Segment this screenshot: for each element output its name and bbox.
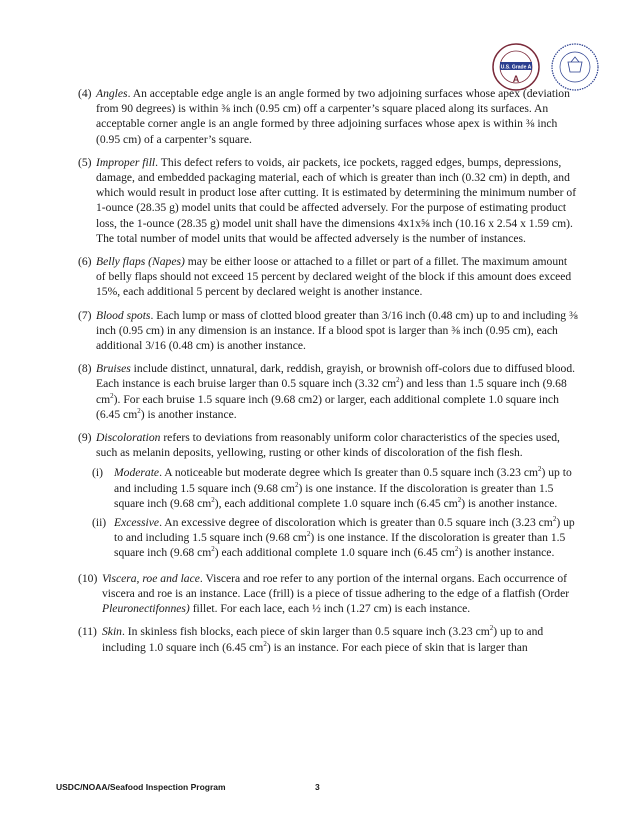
text-segment: ) up to and including 1.5 square inch (9.68 cm (114, 516, 575, 545)
text-segment: . An acceptable edge angle is an angle formed by two adjoining surfaces whose apex (deviation from 90 degrees) is within ⅜ inch (0.95 cm) off a carpenter’s square placed along its surfaces. An acceptable corner angle is an angle formed by three adjoining surfaces whose apex is within ⅜ inch (0.95 cm) of a carpenter’s square. (96, 87, 570, 146)
text-segment: 2 (211, 545, 215, 554)
item-number: (10) (78, 571, 98, 585)
item-number: (6) (78, 255, 92, 269)
text-segment: . This defect refers to voids, air packets, ice pockets, ragged edges, bumps, depressions, damage, and embedded packaging material, each of which is greater than inch (0.32 cm) in depth, and which would result in product lose after cutting. It is estimated by determining the minimum number of 1-ounce (28.35 g) model units that could be affected adversely. For the purpose of estimating product loss, the 1-ounce (28.35 g) model unit shall have the dimensions 4x1x⅝ inch (10.16 x 2.54 x 1.59 cm). The total number of model units that would be affected adversely is the number of instances. (96, 155, 577, 245)
text-segment: may be either loose or attached to a fillet or part of a fillet. The maximum amount of belly flaps should not exceed 15 percent by declared weight of the block if this amount does exceed 15%, each additional 5 percent by declared weight is another instance. (96, 255, 572, 299)
text-segment: Pleuronectifonnes) (102, 602, 190, 616)
text-segment: . A noticeable but moderate degree which Is greater than 0.5 square inch (3.23 cm (159, 466, 538, 480)
page-footer (56, 782, 596, 792)
text-segment: fillet. For each lace, each ½ inch (1.27 cm) is each instance. (189, 602, 471, 616)
item-number: (11) (78, 625, 97, 639)
text-segment: ) up to and including 1.5 square inch (9.68 cm (114, 466, 572, 495)
section-item (78, 624, 578, 654)
text-segment: Angles (96, 87, 128, 100)
text-segment: . In skinless fish blocks, each piece of skin larger than 0.5 square inch (3.23 cm (121, 625, 490, 639)
text-segment: 2 (538, 465, 542, 474)
text-segment: ), each additional complete 1.0 square inch (6.45 cm (214, 496, 458, 510)
text-segment: ) is another instance. (140, 407, 237, 421)
text-segment: . An excessive degree of discoloration which is greater than 0.5 square inch (3.23 cm (159, 516, 553, 530)
text-segment: ) is one instance. If the discoloration is greater than 1.5 square inch (9.68 cm (114, 531, 566, 560)
section-item (78, 571, 578, 617)
text-segment: Belly flaps (Napes) (96, 255, 185, 269)
text-segment: 2 (137, 407, 141, 415)
text-segment: 2 (489, 624, 494, 633)
page-number: 3 (315, 782, 320, 792)
section-item (78, 254, 578, 300)
text-segment: 2 (396, 376, 400, 385)
text-segment: Excessive (114, 516, 160, 530)
text-segment: 2 (263, 639, 267, 648)
text-segment: include distinct, unnatural, dark, reddish, grayish, or brownish off-colors due to diffused blood. Each instance is each bruise larger than 0.5 square inch (3.32 cm (96, 362, 576, 391)
sub-item (92, 465, 578, 511)
text-segment: 2 (552, 515, 557, 524)
item-number: (8) (78, 362, 92, 376)
text-segment: Improper fill (96, 155, 156, 169)
grade-a-seal-icon (493, 44, 539, 90)
text-segment: 2 (110, 391, 114, 400)
text-segment: 2 (294, 480, 299, 489)
text-segment: . Viscera and roe refer to any portion of the internal organs. Each occurrence of viscera and roe is an instance. Lace (frill) is a piece of tissue adhering to the edge of a flatfish (Order (102, 571, 570, 600)
text-segment: ) each additional complete 1.0 square inch (6.45 cm (214, 546, 455, 560)
sub-item-number: (i) (92, 466, 103, 480)
text-segment: Discoloration (96, 431, 161, 445)
item-number: (7) (78, 308, 92, 322)
text-segment: Viscera, roe and lace (102, 571, 200, 585)
svg-text:A: A (512, 74, 520, 84)
document-body (78, 86, 578, 663)
text-segment: Moderate (114, 466, 160, 480)
text-segment: 2 (457, 496, 462, 505)
text-segment: refers to deviations from reasonably uniform color characteristics of the species used, such as melanin deposits, yellowing, rusting or other kinds of discoloration of the fish flesh. (96, 431, 560, 460)
text-segment: ) is an instance. For each piece of skin that is larger than (266, 640, 528, 654)
svg-text:U.S. Grade A: U.S. Grade A (500, 64, 532, 71)
section-item (78, 86, 578, 147)
text-segment: ) up to and including 1.0 square inch (6.45 cm (102, 625, 544, 654)
text-segment: Bruises (96, 362, 131, 376)
item-number: (9) (78, 431, 92, 445)
sub-item (92, 515, 578, 561)
item-number: (4) (78, 87, 92, 100)
header-logos (484, 40, 614, 92)
footer-program: USDC/NOAA/Seafood Inspection Program (56, 782, 226, 792)
text-segment: ). For each bruise 1.5 square inch (9.68 cm2) or larger, each additional complete 1.0 square inch (6.45 cm (96, 392, 559, 421)
text-segment: ) is one instance. If the discoloration is greater than 1.5 square inch (9.68 cm (114, 481, 554, 510)
department-seal-icon (552, 44, 598, 90)
text-segment: ) and less than 1.5 square inch (9.68 cm (96, 377, 567, 406)
text-segment: 2 (454, 545, 459, 554)
seal-icons (484, 40, 614, 92)
text-segment: 2 (306, 530, 311, 539)
section-item (78, 155, 578, 246)
text-segment: ) is another instance. (461, 496, 558, 510)
text-segment: Blood spots (96, 308, 151, 322)
text-segment: ) is another instance. (458, 546, 555, 560)
section-item (78, 430, 578, 571)
sub-item-number: (ii) (92, 516, 107, 530)
item-number: (5) (78, 155, 92, 169)
text-segment: Skin (102, 625, 122, 639)
section-item (78, 308, 578, 354)
section-item (78, 361, 578, 422)
text-segment: . Each lump or mass of clotted blood greater than 3/16 inch (0.48 cm) up to and including ⅜ inch (0.95 cm) in any dimension is an instance. If a blood spot is larger than ⅜ inch (0.95 cm), each additional 3/16 (0.48 cm) is another instance. (96, 308, 578, 353)
text-segment: 2 (211, 496, 215, 505)
